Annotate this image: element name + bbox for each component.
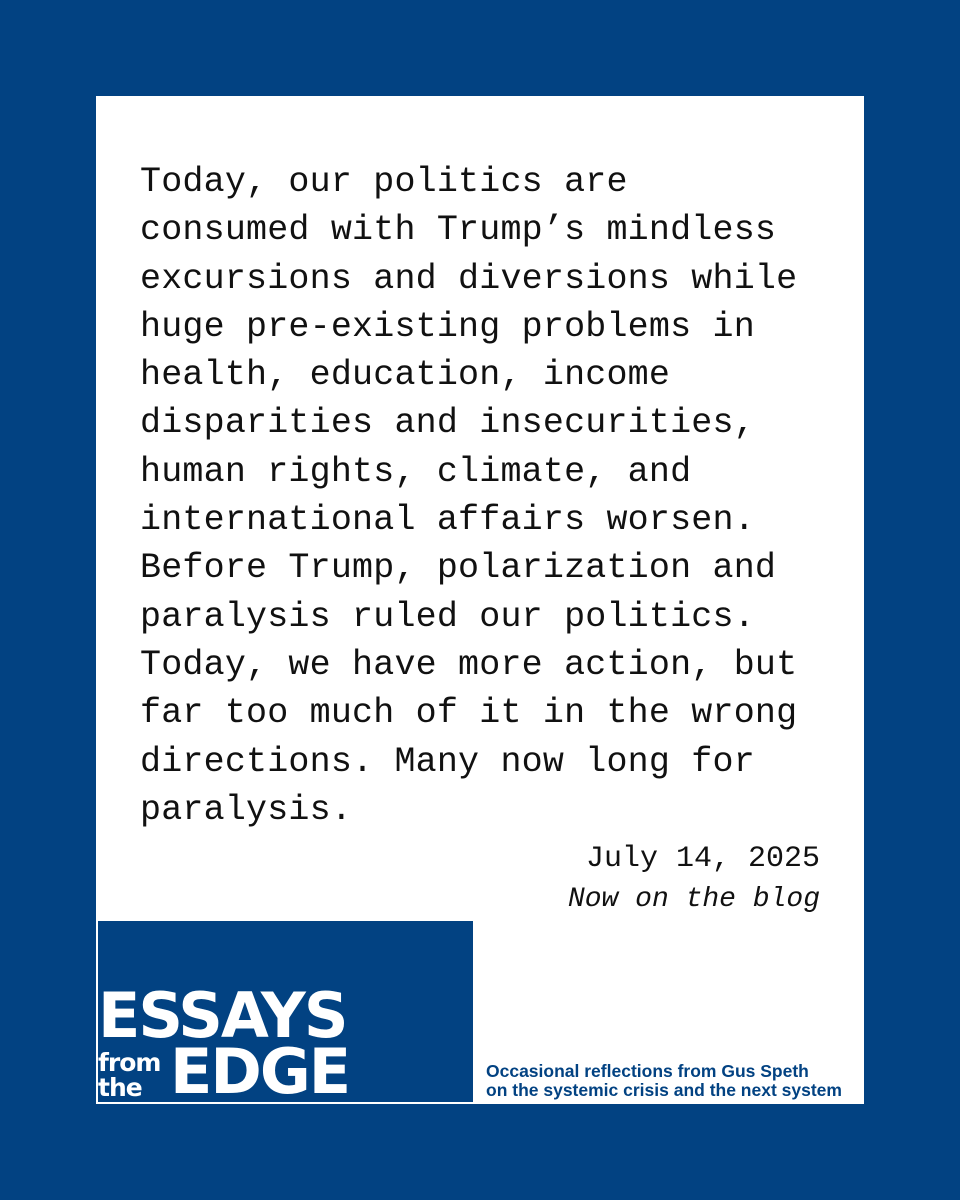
blog-notice: Now on the blog	[567, 884, 820, 915]
logo-word-edge: EDGE	[170, 1035, 350, 1102]
logo-word-the: the	[98, 1073, 142, 1102]
series-tagline	[486, 1062, 861, 1100]
logo-word-from: from	[98, 1048, 161, 1077]
post-date: July 14, 2025	[585, 842, 820, 876]
logo-word-essays: ESSAYS	[98, 979, 347, 1052]
essays-from-the-edge-logo	[98, 921, 473, 1102]
tagline-line-1: Occasional reflections from Gus Speth	[486, 1061, 809, 1081]
tagline-line-2: on the systemic crisis and the next system	[486, 1080, 842, 1100]
quote-text: Today, our politics are consumed with Trump’s mindless excursions and diversions while huge pre-existing problems in health, education, income disparities and insecurities, human rights, climate, and international affairs worsen. Before Trump, polarization and paralysis ruled our politics. Today, we have more action, but far too much of it in the wrong directions. Many now long for paralysis.	[140, 162, 798, 830]
quote-card	[96, 96, 864, 1104]
